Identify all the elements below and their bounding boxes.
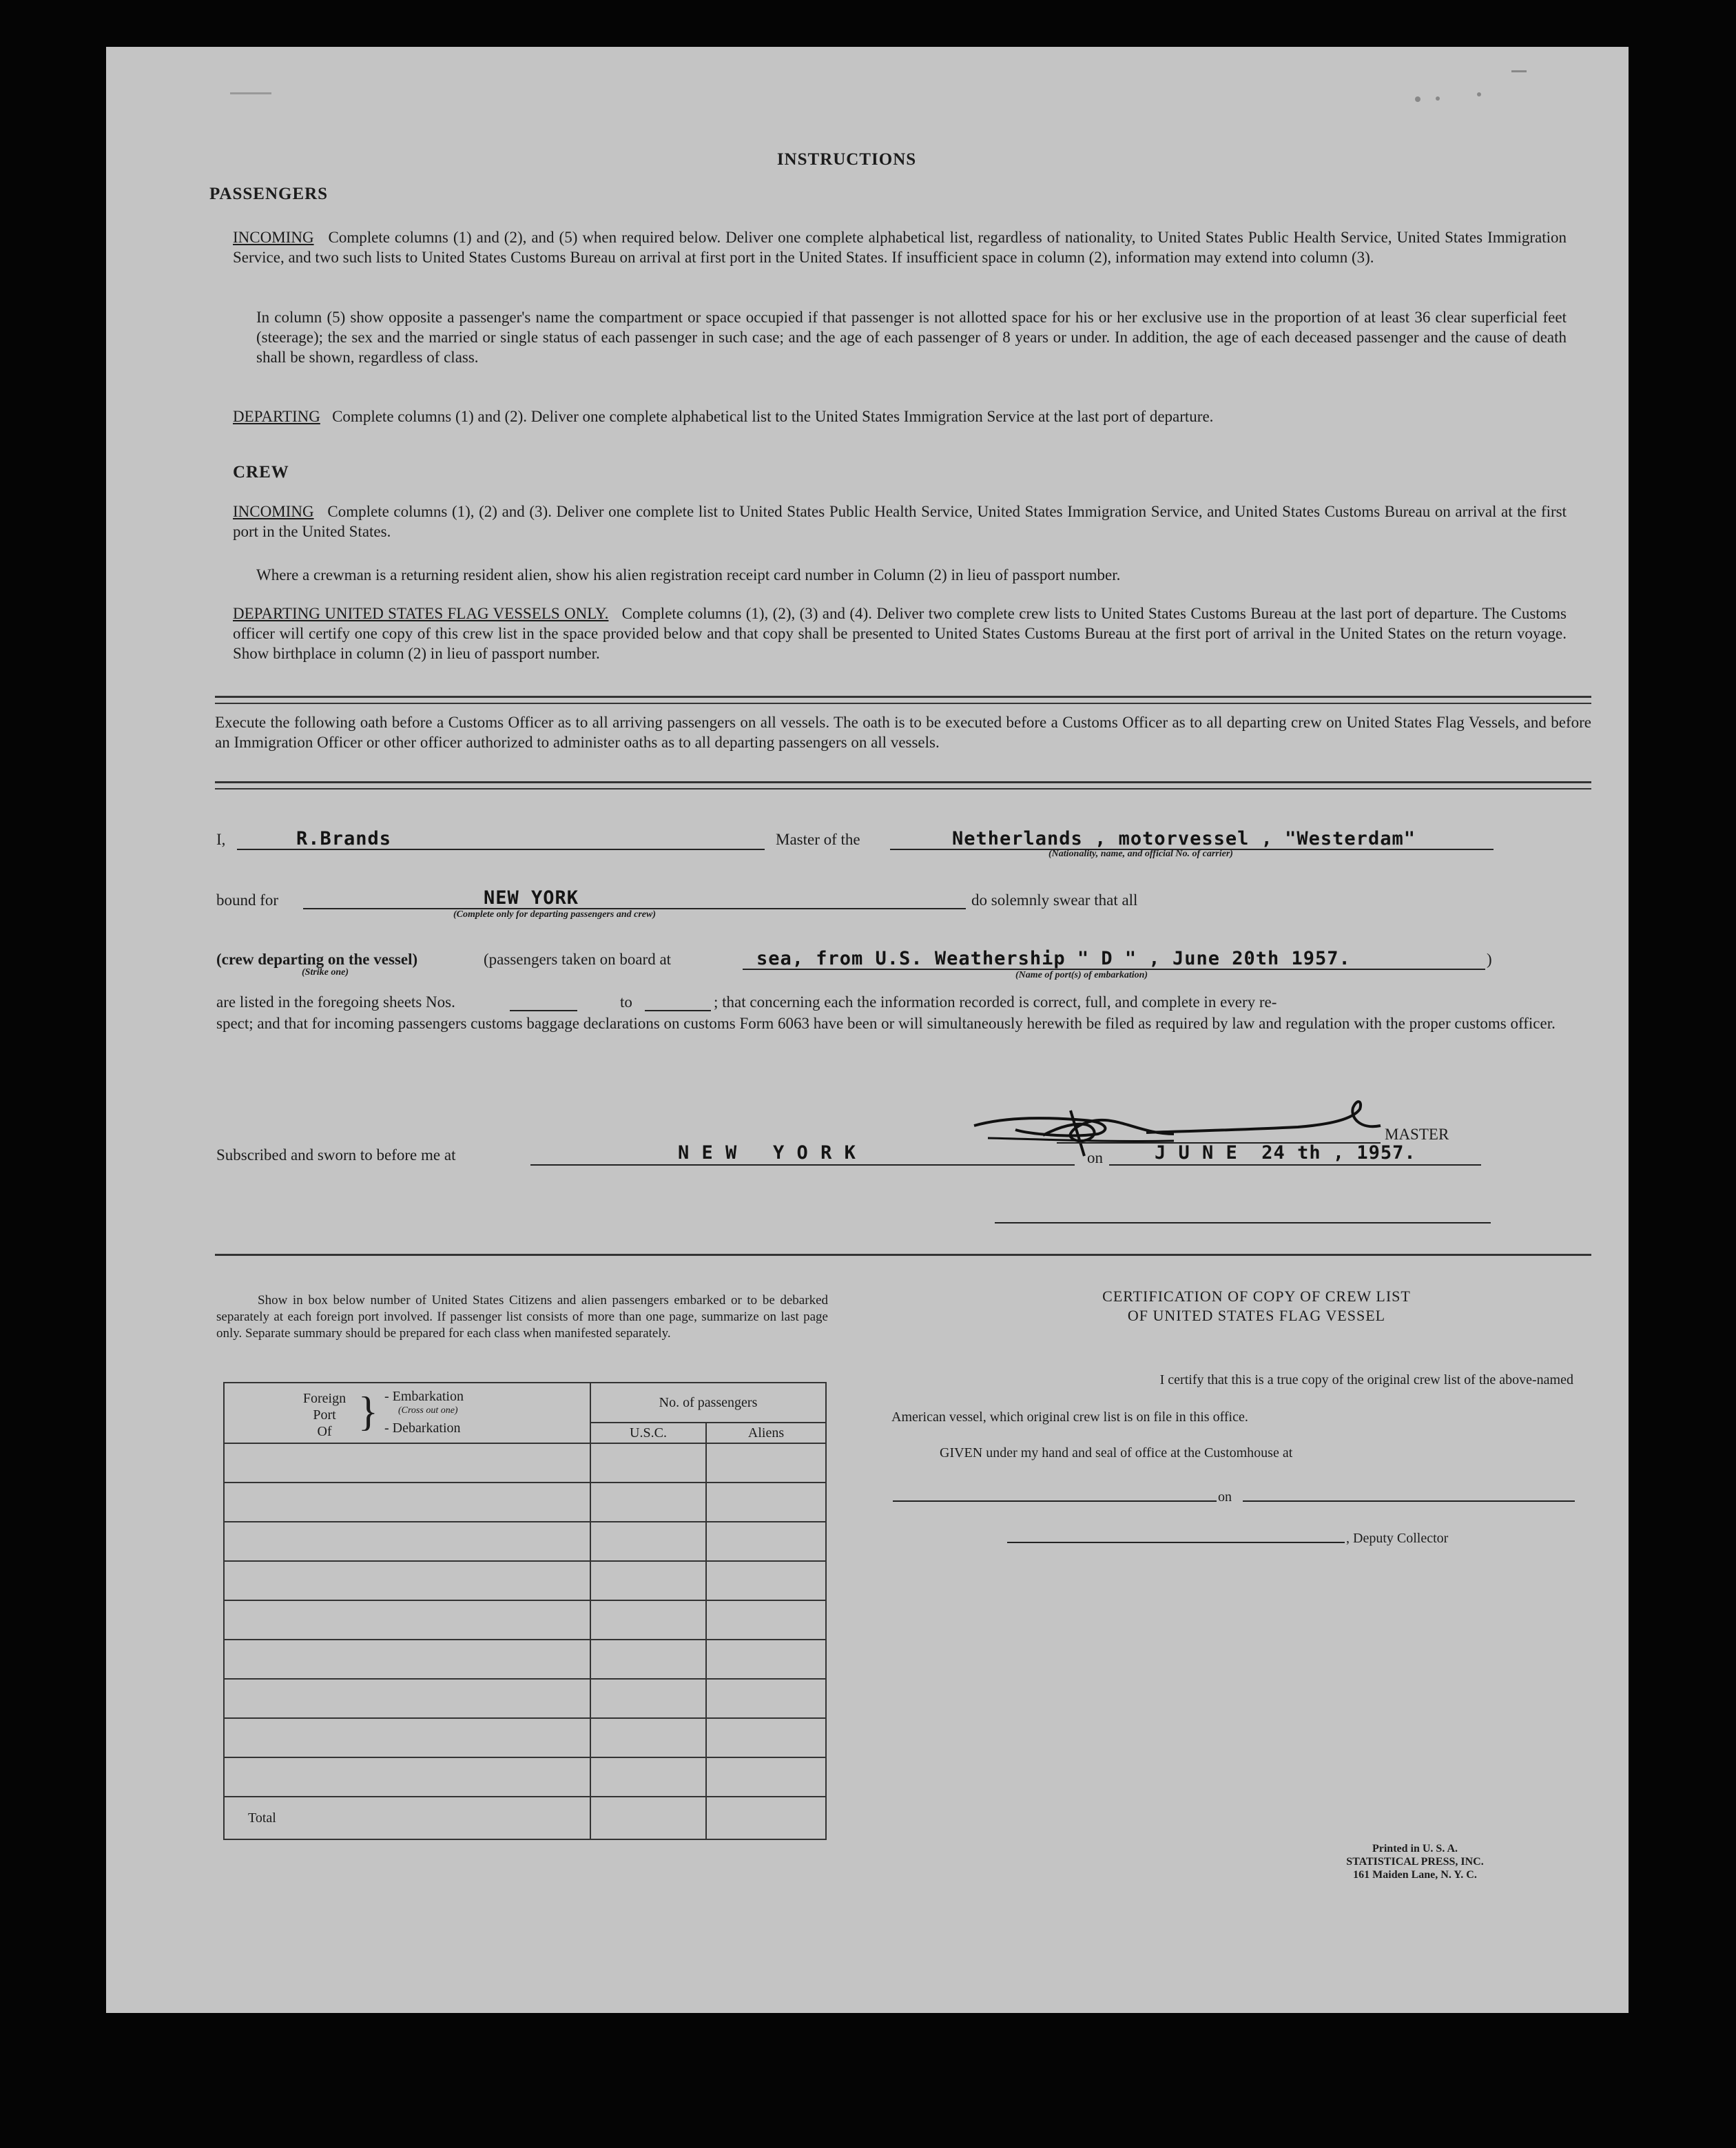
table-cell[interactable] [590,1757,706,1797]
of-word: Of [317,1424,332,1439]
sworn-date-value: J U N E 24 th , 1957. [1155,1142,1416,1164]
instructions-title: INSTRUCTIONS [776,150,917,169]
oath-intro: Execute the following oath before a Customs Officer as to all arriving passengers on all vessels. The oath is to be executed before a Customs Officer as to all departing crew on United States Flag Vessels, and before an Immigration Officer or other officer authorized to administer oaths as to all departing passengers on all vessels. [215,714,1591,751]
certification-title [981,1287,1532,1325]
divider [215,788,1591,789]
departing-passengers-paragraph [233,406,1567,426]
total-label: Total [224,1797,590,1839]
certification-line-3: GIVEN under my hand and seal of office at the Customhouse at [940,1445,1293,1460]
departing-flag-paragraph [233,603,1567,663]
usc-header: U.S.C. [590,1423,706,1443]
bound-for-label: bound for [216,891,279,909]
certification-title-1: CERTIFICATION OF COPY OF CREW LIST [1102,1288,1411,1305]
embark-caption: (Name of port(s) of embarkation) [1015,970,1148,980]
divider [215,696,1591,698]
strike-caption: (Strike one) [302,967,349,978]
certification-line-2: American vessel, which original crew list is on file in this office. [891,1409,1248,1425]
scan-mark [1436,96,1440,101]
passengers-taken-label: (passengers taken on board at [484,951,672,968]
swear-label: do solemnly swear that all [971,891,1138,909]
crew-incoming-label: INCOMING [233,503,314,520]
i-label: I, [216,831,226,848]
printer-line-3: 161 Maiden Lane, N. Y. C. [1353,1869,1477,1881]
passenger-summary-table [223,1382,827,1840]
sworn-place-value: N E W Y O R K [678,1142,856,1164]
subscribed-label: Subscribed and sworn to before me at [216,1146,456,1164]
officer-signature-line[interactable] [995,1215,1491,1223]
crew-heading: CREW [233,463,289,482]
certification-on-label: on [1218,1489,1232,1505]
incoming-label: INCOMING [233,229,314,246]
departing-text: Complete columns (1) and (2). Deliver one complete alphabetical list to the United States Immigration Service at the last port of departure. [332,408,1214,425]
sheets-to-label: to [620,993,632,1011]
table-cell[interactable] [590,1483,706,1522]
document-page [106,47,1629,2013]
column5-paragraph: In column (5) show opposite a passenger's name the compartment or space occupied if that passenger is not allotted space for his or her exclusive use in the proportion of at least 36 clear superficial feet (steerage); the sex and the married or single status of each passenger in such case; and the age of each passenger of 8 years or under. In addition, the age of each deceased passenger and the cause of death shall be shown, regardless of class. [256,309,1567,366]
sworn-on-label: on [1087,1149,1103,1166]
port-word: Port [313,1407,336,1423]
table-cell[interactable] [590,1718,706,1757]
table-cell[interactable] [590,1600,706,1640]
scan-mark [1415,96,1420,102]
embarkation-field[interactable] [743,945,1485,970]
total-usc-cell[interactable] [590,1797,706,1839]
sworn-date-field[interactable] [1109,1142,1481,1166]
debarkation-label: - Debarkation [384,1421,461,1436]
table-cell[interactable] [706,1483,826,1522]
master-label: MASTER [1385,1126,1449,1143]
divider [215,781,1591,783]
table-cell[interactable] [224,1561,590,1600]
port-header-cell [224,1383,590,1443]
printer-imprint [1277,1842,1553,1881]
table-cell[interactable] [706,1561,826,1600]
close-paren: ) [1487,951,1492,968]
table-cell[interactable] [590,1679,706,1718]
certification-date-field[interactable] [1243,1494,1575,1502]
scan-mark [230,92,271,94]
table-cell[interactable] [224,1600,590,1640]
scan-mark [1511,70,1527,72]
certification-line-1: I certify that this is a true copy of the original crew list of the above-named [1159,1372,1573,1387]
sworn-place-field[interactable] [530,1142,1075,1166]
departing-flag-label: DEPARTING UNITED STATES FLAG VESSELS ONLY. [233,605,609,622]
table-cell[interactable] [224,1443,590,1483]
table-cell[interactable] [224,1679,590,1718]
table-cell[interactable] [590,1561,706,1600]
table-cell[interactable] [706,1600,826,1640]
total-aliens-cell[interactable] [706,1797,826,1839]
bound-for-field[interactable] [303,886,966,909]
scan-mark [1477,92,1481,96]
incoming-passengers-paragraph [233,227,1567,267]
crew-departing-option: (crew departing on the vessel) [216,951,418,968]
bound-caption: (Complete only for departing passengers and crew) [453,909,656,920]
crewman-paragraph: Where a crewman is a returning resident alien, show his alien registration receipt card number in Column (2) in lieu of passport number. [256,566,1121,584]
foreign-port-label [300,1390,349,1440]
sheet-to-field[interactable] [645,991,711,1011]
table-cell[interactable] [224,1640,590,1679]
bound-for-value: NEW YORK [484,887,579,909]
table-cell[interactable] [706,1522,826,1561]
table-cell[interactable] [224,1483,590,1522]
crew-incoming-paragraph [233,502,1567,541]
table-cell[interactable] [224,1718,590,1757]
table-cell[interactable] [224,1522,590,1561]
crew-incoming-text: Complete columns (1), (2) and (3). Deliver one complete list to United States Public Health Service, United States Immigration Service, and United States Customs Bureau on arrival at the first port in the United States. [233,503,1567,540]
printer-line-2: STATISTICAL PRESS, INC. [1346,1856,1484,1868]
vessel-field[interactable] [890,828,1494,850]
passengers-heading: PASSENGERS [209,185,329,203]
no-passengers-header: No. of passengers [590,1383,826,1423]
master-name-value: R.Brands [296,828,392,849]
sheets-text-3: spect; and that for incoming passengers customs baggage declarations on customs Form 6063 have been or will simultaneously herewith be filed as required by law and regulation with the proper customs officer. [216,1015,1556,1032]
table-cell[interactable] [590,1522,706,1561]
departing-label: DEPARTING [233,408,320,425]
vessel-value: Netherlands , motorvessel , "Westerdam" [952,828,1416,849]
table-cell[interactable] [706,1718,826,1757]
embarkation-value: sea, from U.S. Weathership " D " , June 20th 1957. [756,948,1351,969]
aliens-header: Aliens [706,1423,826,1443]
vessel-caption: (Nationality, name, and official No. of carrier) [1048,849,1233,859]
deputy-collector-label: , Deputy Collector [1346,1531,1449,1546]
divider [215,703,1591,704]
divider [215,1254,1591,1256]
sheets-text-1: are listed in the foregoing sheets Nos. [216,993,455,1011]
sheet-from-field[interactable] [510,991,577,1011]
cross-out-label: (Cross out one) [398,1405,458,1416]
foreign-word: Foreign [302,1391,347,1406]
master-of-label: Master of the [776,831,860,848]
table-cell[interactable] [706,1679,826,1718]
table-cell[interactable] [590,1640,706,1679]
customhouse-field[interactable] [893,1494,1217,1502]
incoming-text: Complete columns (1) and (2), and (5) when required below. Deliver one complete alphabetical list, regardless of nationality, to United States Public Health Service, United States Immigration Service, and two such lists to United States Customs Bureau on arrival at first port in the United States. If insufficient space in column (2), information may extend into column (3). [233,229,1567,266]
summary-instructions: Show in box below number of United States Citizens and alien passengers embarked or to be debarked separately at each foreign port involved. If passenger list consists of more than one page, summarize on last page only. Separate summary should be prepared for each class when manifested separately. [216,1293,828,1341]
sheets-text-2: ; that concerning each the information recorded is correct, full, and complete in every re- [714,993,1277,1011]
brace-icon: } [358,1389,378,1434]
printer-line-1: Printed in U. S. A. [1372,1843,1458,1855]
deputy-collector-signature[interactable] [1007,1535,1345,1543]
certification-title-2: OF UNITED STATES FLAG VESSEL [1127,1307,1386,1324]
embarkation-label: - Embarkation [384,1389,464,1404]
table-cell[interactable] [706,1757,826,1797]
table-cell[interactable] [706,1640,826,1679]
table-cell[interactable] [590,1443,706,1483]
master-name-field[interactable] [237,828,765,850]
table-cell[interactable] [706,1443,826,1483]
table-cell[interactable] [224,1757,590,1797]
departing-flag-text: Complete columns (1), (2), (3) and (4). Deliver two complete crew lists to United States Customs Bureau at the last port of departure. The Customs officer will certify one copy of this crew list in the space provided below and that copy shall be presented to United States Customs Bureau at the first port of arrival in the United States on the return voyage. Show birthplace in column (2) in lieu of passport number. [233,605,1567,662]
